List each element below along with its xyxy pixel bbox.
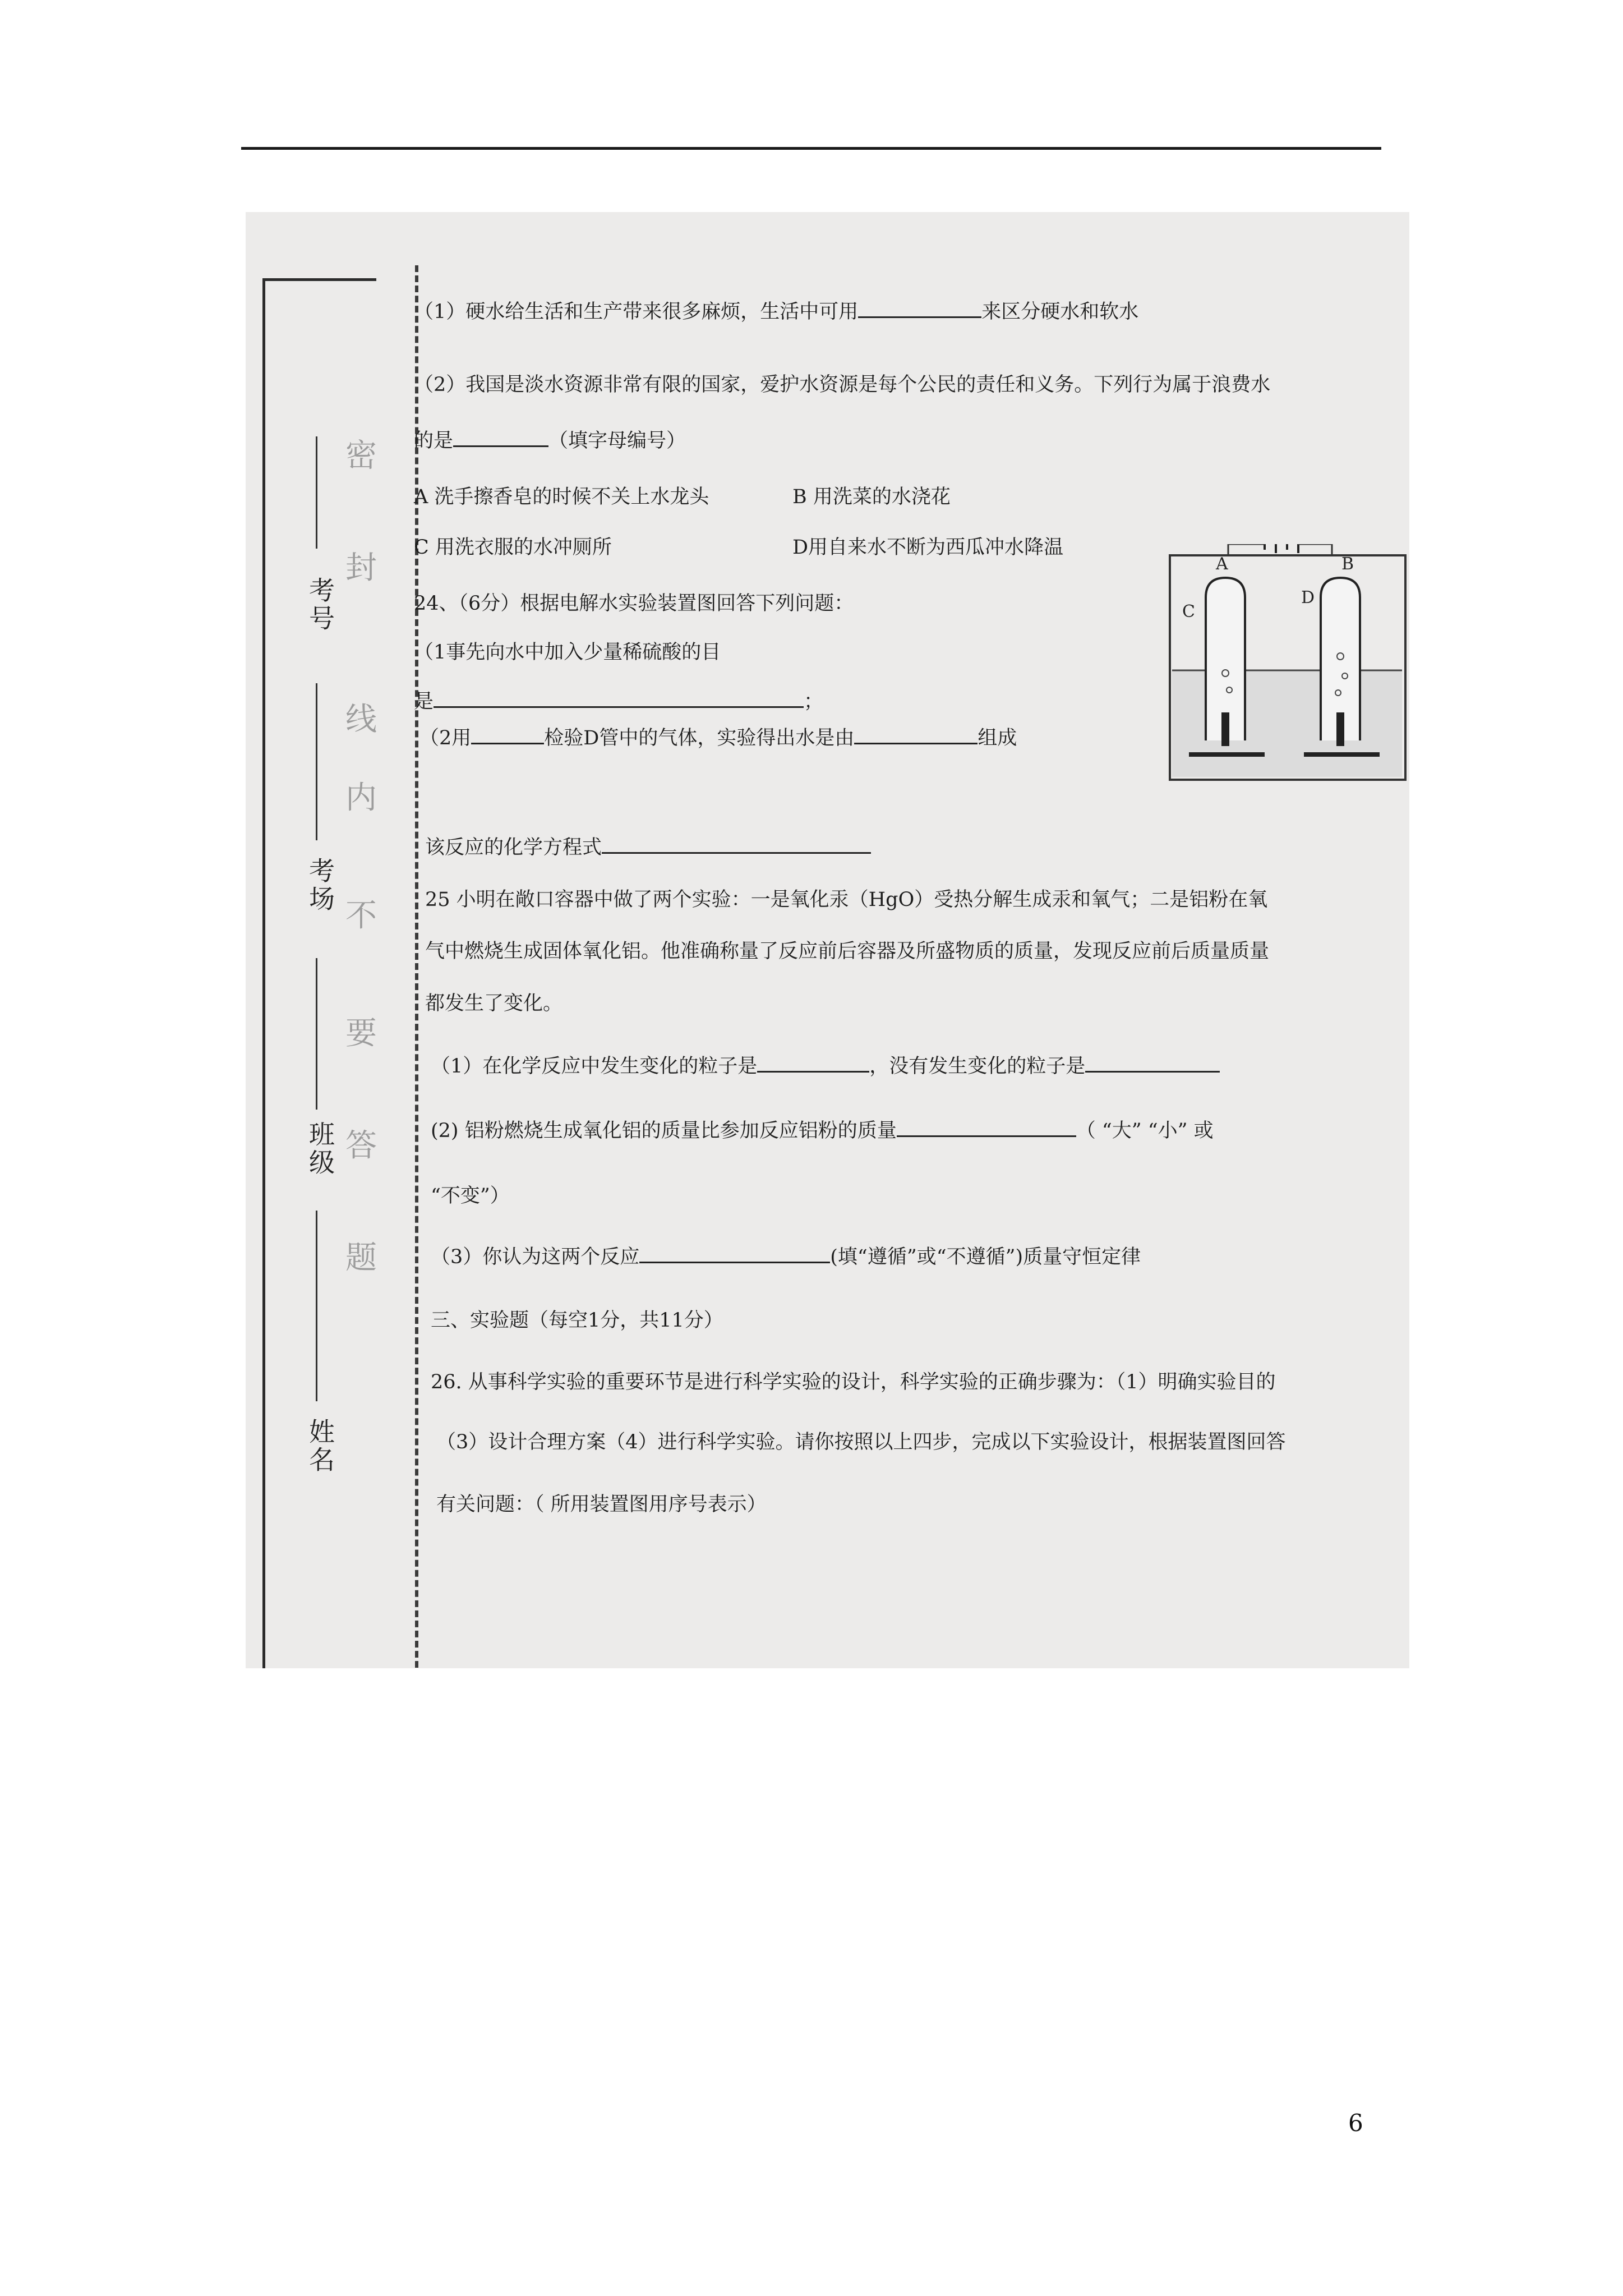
seal-char: 封 (345, 550, 377, 586)
seal-dashed-line (415, 265, 418, 1668)
text-line: （3）你认为这两个反应 (填“遵循”或“不遵循”)质量守恒定律 (431, 1246, 1141, 1268)
seal-char: 答 (345, 1128, 377, 1164)
label-name: 姓名 (305, 1418, 335, 1474)
text-line: （1）在化学反应中发生变化的粒子是 ，没有发生变化的粒子是 (431, 1051, 1220, 1079)
text-line: 有关问题：（ 所用装置图用序号表示） (436, 1493, 767, 1516)
class-blank (316, 958, 317, 1110)
electrolysis-apparatus-diagram (1166, 544, 1409, 791)
label-a: A (1216, 554, 1228, 574)
option-line: A 洗手擦香皂的时候不关上水龙头 B 用洗菜的水浇花 (414, 486, 951, 508)
question-26-line: 26. 从事科学实验的重要环节是进行科学实验的设计，科学实验的正确步骤为：（1）明确实验目的 (431, 1371, 1276, 1393)
option-line: C 用洗衣服的水冲厕所 D用自来水不断为西瓜冲水降温 (414, 536, 1064, 559)
label-d: D (1301, 588, 1315, 608)
name-blank (316, 1211, 317, 1401)
section-3-heading: 三、实验题（每空1分，共11分） (431, 1309, 723, 1332)
seal-char: 内 (345, 780, 377, 816)
seal-char: 题 (345, 1240, 377, 1276)
text-line: （2）我国是淡水资源非常有限的国家，爱护水资源是每个公民的责任和义务。下列行为属于浪费水 (414, 374, 1271, 396)
header-rule (241, 147, 1381, 150)
label-c: C (1182, 602, 1195, 622)
text-line: （3）设计合理方案（4）进行科学实验。请你按照以上四步，完成以下实验设计，根据装置图回答 (436, 1431, 1286, 1453)
seal-char: 不 (345, 898, 377, 934)
label-exam-number: 考号 (305, 577, 335, 633)
question-25-line: 25 小明在敞口容器中做了两个实验：一是氧化汞（HgO）受热分解生成汞和氧气；二是铝粉在氧 (425, 889, 1268, 911)
text-line: 都发生了变化。 (425, 992, 563, 1015)
text-line: 气中燃烧生成固体氧化铝。他准确称量了反应前后容器及所盛物质的质量，发现反应前后质量质量 (425, 940, 1270, 963)
exam-number-blank (316, 436, 317, 549)
text-line: (2) 铝粉燃烧生成氧化铝的质量比参加反应铝粉的质量 （ “大” “小” 或 (431, 1120, 1214, 1142)
text-line: （2用 检验D管中的气体，实验得出水是由 组成 (419, 727, 1017, 749)
label-class: 班级 (305, 1121, 335, 1177)
question-24-title: 24、（6分）根据电解水实验装置图回答下列问题： (414, 592, 854, 615)
text-line: “不变”） (431, 1185, 510, 1207)
exam-room-blank (316, 683, 317, 840)
text-line: 是 ； (414, 691, 824, 713)
seal-char: 要 (345, 1015, 377, 1052)
scanned-exam-page (246, 212, 1409, 1668)
text-line: 的是 （填字母编号） (414, 430, 686, 452)
text-line: 该反应的化学方程式 (425, 832, 871, 860)
label-b: B (1341, 554, 1354, 574)
seal-char: 线 (345, 701, 377, 738)
text-line: （1事先向水中加入少量稀硫酸的目 (414, 641, 721, 664)
page-number: 6 (1348, 2109, 1363, 2137)
seal-char: 密 (345, 438, 377, 474)
label-exam-room: 考场 (305, 857, 335, 913)
text-line: （1）硬水给生活和生产带来很多麻烦，生活中可用 来区分硬水和软水 (414, 301, 1139, 323)
